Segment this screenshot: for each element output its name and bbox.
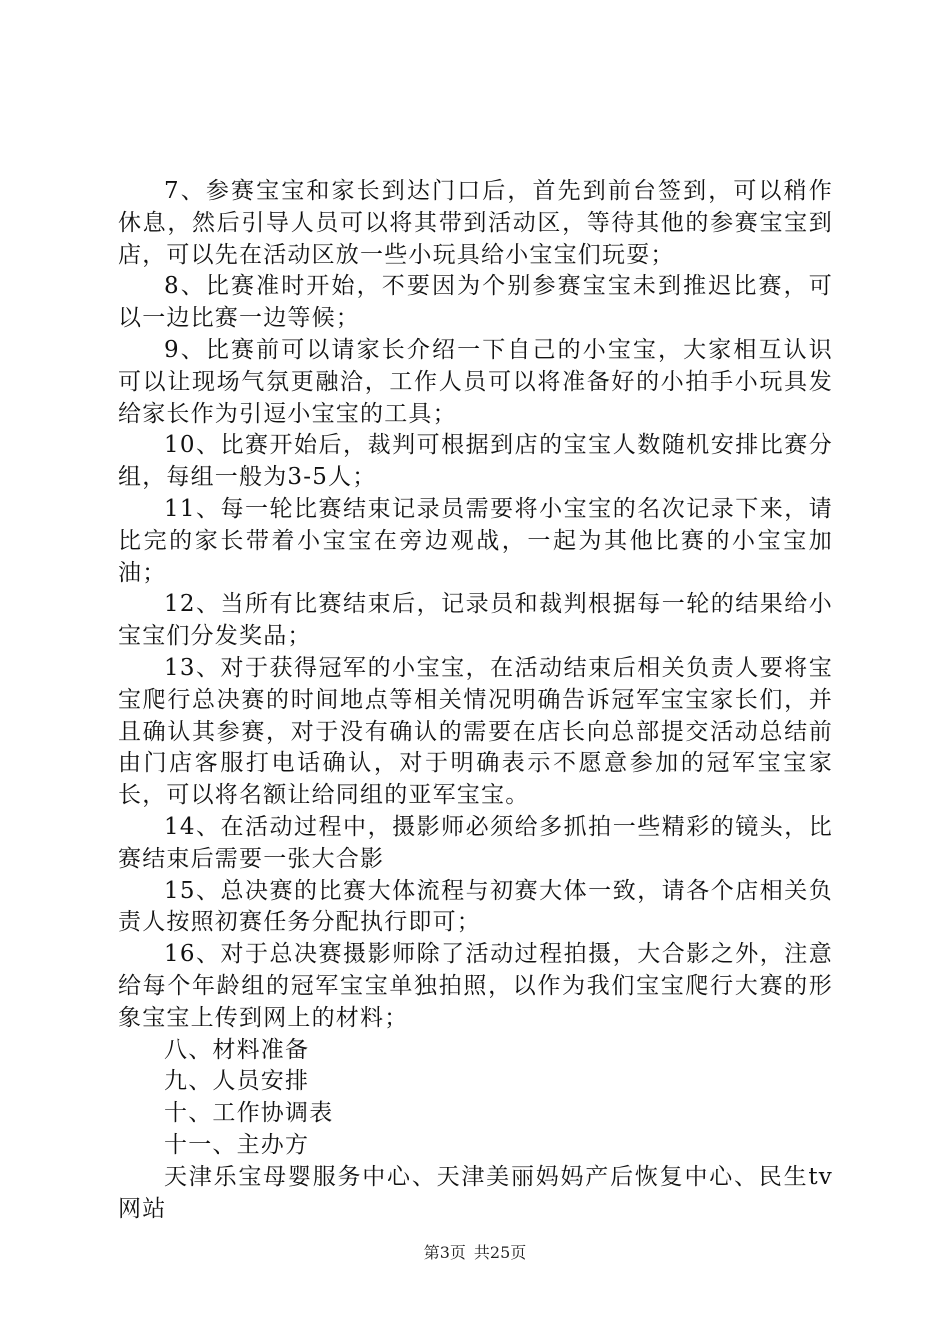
paragraph-item-15: 15、总决赛的比赛大体流程与初赛大体一致，请各个店相关负责人按照初赛任务分配执行即可； [118,877,833,936]
page-total: 共25页 [473,1243,527,1262]
page-footer [0,1242,950,1264]
section-heading-coordination: 十、工作协调表 [164,1100,334,1127]
paragraph-item-10: 10、比赛开始后，裁判可根据到店的宝宝人数随机安排比赛分组，每组一般为3-5人； [118,432,833,491]
paragraph-item-9: 9、比赛前可以请家长介绍一下自己的小宝宝，大家相互认识可以让现场气氛更融洽，工作人员可以将准备好的小拍手小玩具发给家长作为引逗小宝宝的工具； [118,336,833,427]
section-heading-materials: 八、材料准备 [164,1036,310,1063]
organizer-list: 天津乐宝母婴服务中心、天津美丽妈妈产后恢复中心、民生tv网站 [118,1163,833,1222]
paragraph-item-7: 7、参赛宝宝和家长到达门口后，首先到前台签到，可以稍作休息，然后引导人员可以将其带到活动区，等待其他的参赛宝宝到店，可以先在活动区放一些小玩具给小宝宝们玩耍； [118,178,833,268]
page-number: 第3页 [423,1243,466,1262]
paragraph-item-11: 11、每一轮比赛结束记录员需要将小宝宝的名次记录下来，请比完的家长带着小宝宝在旁边观战，一起为其他比赛的小宝宝加油； [118,495,833,586]
paragraph-item-12: 12、当所有比赛结束后，记录员和裁判根据每一轮的结果给小宝宝们分发奖品； [118,591,833,650]
section-heading-organizer: 十一、主办方 [164,1131,310,1158]
document-body [118,176,833,1225]
paragraph-item-14: 14、在活动过程中，摄影师必须给多抓拍一些精彩的镜头，比赛结束后需要一张大合影 [118,813,833,872]
section-heading-staffing: 九、人员安排 [164,1068,310,1095]
paragraph-item-16: 16、对于总决赛摄影师除了活动过程拍摄，大合影之外，注意给每个年龄组的冠军宝宝单独拍照，以作为我们宝宝爬行大赛的形象宝宝上传到网上的材料； [118,941,833,1031]
paragraph-item-8: 8、比赛准时开始，不要因为个别参赛宝宝未到推迟比赛，可以一边比赛一边等候； [118,273,833,332]
paragraph-item-13: 13、对于获得冠军的小宝宝，在活动结束后相关负责人要将宝宝爬行总决赛的时间地点等相关情况明确告诉冠军宝宝家长们，并且确认其参赛，对于没有确认的需要在店长向总部提交活动总结前由门店客服打电话确认，对于明确表示不愿意参加的冠军宝宝家长，可以将名额让给同组的亚军宝宝。 [118,654,833,809]
